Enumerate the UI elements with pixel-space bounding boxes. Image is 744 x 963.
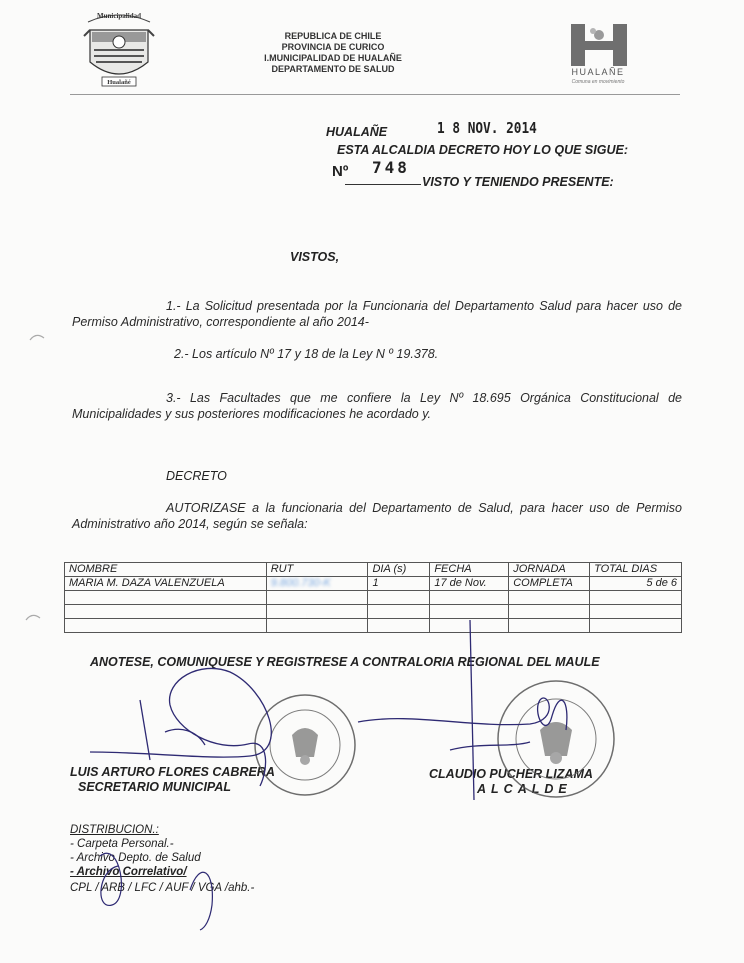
table-row-empty <box>65 591 682 605</box>
distribution-item: - Carpeta Personal.- <box>70 838 174 850</box>
decree-number-label: Nº <box>332 163 349 180</box>
table-cell: 5 de 6 <box>590 577 682 591</box>
table-cell: 17 de Nov. <box>430 577 509 591</box>
table-header-cell: DIA (s) <box>368 563 430 577</box>
table-cell: 1 <box>368 577 430 591</box>
mayor-name: CLAUDIO PUCHER LIZAMA <box>429 767 593 781</box>
decree-number-underline <box>345 184 421 185</box>
distribution-heading: DISTRIBUCION.: <box>70 824 159 836</box>
municipal-crest-logo <box>78 6 160 92</box>
header-divider <box>70 94 680 95</box>
decreto-heading: DECRETO <box>166 469 227 483</box>
logo-tagline: Comuna en movimiento <box>571 79 625 85</box>
table-row-empty <box>65 619 682 633</box>
decree-intro: ESTA ALCALDIA DECRETO HOY LO QUE SIGUE: <box>337 143 628 157</box>
logo-name: HUALAÑE <box>571 67 625 77</box>
visto-heading: VISTO Y TENIENDO PRESENTE: <box>422 175 614 189</box>
point-3: 3.- Las Facultades que me confiere la Ley Nº 18.695 Orgánica Constitucional de Municipalidades y sus posteriores modificaciones he acordado y. <box>72 391 682 421</box>
scan-mark <box>26 615 40 620</box>
vistos-heading: VISTOS, <box>290 250 340 264</box>
secretary-name: LUIS ARTURO FLORES CABRERA <box>70 765 275 779</box>
autorizase-paragraph: AUTORIZASE a la funcionaria del Departamento de Salud, para hacer uso de Permiso Administrativo año 2014, según se señala: <box>72 501 682 531</box>
header-line: PROVINCIA DE CURICO <box>281 42 385 52</box>
secretary-title: SECRETARIO MUNICIPAL <box>78 780 232 794</box>
header-line: I.MUNICIPALIDAD DE HUALAÑE <box>264 53 402 63</box>
table-cell-redacted: 9.800.730-K <box>266 577 368 591</box>
scan-mark <box>30 335 44 340</box>
decree-date-stamp: 1 8 NOV. 2014 <box>437 119 537 137</box>
point-2: 2.- Los artículo Nº 17 y 18 de la Ley N º 19.378. <box>174 347 439 361</box>
table-row <box>65 577 682 591</box>
distribution-initials: CPL / ARB / LFC / AUF / VGA /ahb.- <box>70 882 255 894</box>
distribution-item: - Archivo Correlativo/ <box>70 866 187 878</box>
header-line: REPUBLICA DE CHILE <box>284 31 382 41</box>
table-cell: MARIA M. DAZA VALENZUELA <box>65 577 267 591</box>
decree-city: HUALAÑE <box>326 125 388 139</box>
svg-text:Hualañé: Hualañé <box>107 79 131 86</box>
table-header-cell: JORNADA <box>509 563 590 577</box>
table-row-empty <box>65 605 682 619</box>
table-header-cell: NOMBRE <box>65 563 267 577</box>
secretary-stamp <box>255 695 355 795</box>
permission-table <box>64 562 682 633</box>
distribution-item: - Archivo Depto. de Salud <box>70 852 201 864</box>
header-line: DEPARTAMENTO DE SALUD <box>271 64 395 74</box>
table-header-row <box>65 563 682 577</box>
table-header-cell: FECHA <box>430 563 509 577</box>
decree-number: 748 <box>372 158 410 177</box>
point-1: 1.- La Solicitud presentada por la Funcionaria del Departamento Salud para hacer uso de Permiso Administrativo, correspondiente al año 2014- <box>72 299 682 329</box>
closing-statement: ANOTESE, COMUNIQUESE Y REGISTRESE A CONTRALORIA REGIONAL DEL MAULE <box>90 655 600 669</box>
table-header-cell: RUT <box>266 563 368 577</box>
svg-text:Municipalidad: Municipalidad <box>97 12 141 20</box>
header-institution <box>228 31 438 75</box>
mayor-title: ALCALDE <box>477 782 572 796</box>
table-cell: COMPLETA <box>509 577 590 591</box>
table-header-cell: TOTAL DIAS <box>590 563 682 577</box>
